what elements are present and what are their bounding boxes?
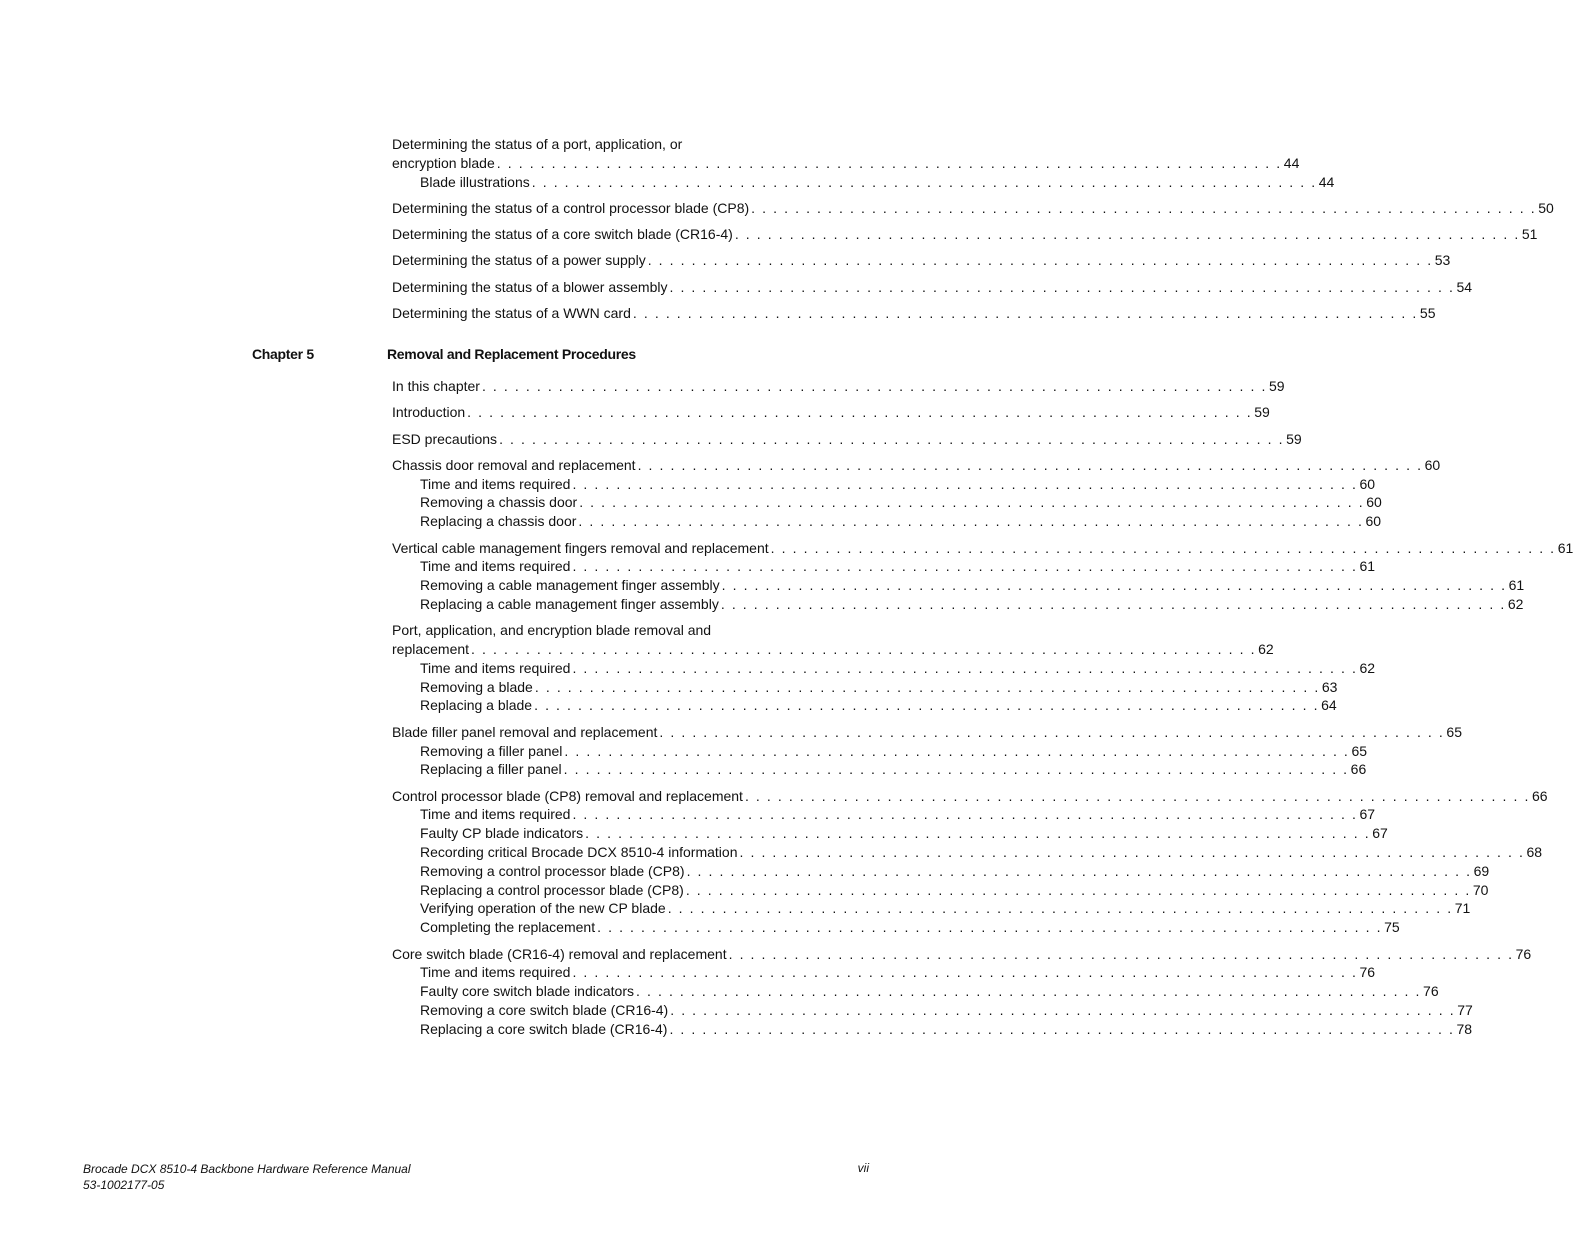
- toc-page-number: 59: [1254, 404, 1270, 421]
- toc-subentry[interactable]: [392, 805, 1376, 824]
- toc-page-number: 44: [1283, 154, 1300, 171]
- dot-leader: . . . . . . . . . . . . . . . . . . . . . . . . . . . . . . . . . . . . . . . . . . . . . . . . . . . . . . . . . . . . . . . . . . . . . . . .: [496, 154, 1282, 171]
- footer-manual-info: [83, 1161, 411, 1193]
- toc-page-number: 66: [1531, 787, 1548, 804]
- toc-page-number: 44: [1318, 173, 1335, 190]
- toc-entry[interactable]: [392, 199, 1554, 218]
- toc-entry-text: replacement: [392, 641, 470, 658]
- toc-entry-text: Removing a core switch blade (CR16-4): [420, 1001, 669, 1018]
- toc-page-number: 70: [1472, 881, 1489, 898]
- toc-entry-text: Determining the status of a power supply: [392, 252, 646, 269]
- toc-entry-text: Core switch blade (CR16-4) removal and replacement: [392, 945, 727, 962]
- toc-entry[interactable]: [392, 278, 1473, 297]
- toc-entry-text: ESD precautions: [392, 430, 498, 447]
- toc-entry-text: Verifying operation of the new CP blade: [420, 900, 666, 917]
- dot-leader: . . . . . . . . . . . . . . . . . . . . . . . . . . . . . . . . . . . . . . . . . . . . . . . . . . . . . . . . . . . . . . . . . . . . . . . .: [751, 199, 1537, 216]
- dot-leader: . . . . . . . . . . . . . . . . . . . . . . . . . . . . . . . . . . . . . . . . . . . . . . . . . . . . . . . . . . . . . . . . . . . . . . . .: [686, 862, 1472, 879]
- dot-leader: . . . . . . . . . . . . . . . . . . . . . . . . . . . . . . . . . . . . . . . . . . . . . . . . . . . . . . . . . . . . . . . . . . . . . . . .: [669, 278, 1455, 295]
- toc-entry-text: In this chapter: [392, 378, 480, 394]
- toc-entry-text: encryption blade: [392, 154, 495, 171]
- toc-subentry[interactable]: [392, 824, 1388, 843]
- toc-entry-text: Faulty core switch blade indicators: [420, 983, 634, 1000]
- toc-entry-text: Removing a chassis door: [420, 494, 578, 511]
- dot-leader: . . . . . . . . . . . . . . . . . . . . . . . . . . . . . . . . . . . . . . . . . . . . . . . . . . . . . . . . . . . . . . . . . . . . . . . .: [579, 494, 1365, 511]
- dot-leader: . . . . . . . . . . . . . . . . . . . . . . . . . . . . . . . . . . . . . . . . . . . . . . . . . . . . . . . . . . . . . . . . . . . . . . . .: [770, 539, 1556, 556]
- dot-leader: . . . . . . . . . . . . . . . . . . . . . . . . . . . . . . . . . . . . . . . . . . . . . . . . . . . . . . . . . . . . . . . . . . . . . . . .: [637, 456, 1423, 473]
- toc-page-number: 68: [1526, 844, 1543, 861]
- toc-entry-text: Introduction: [392, 404, 466, 421]
- toc-entry-text: Determining the status of a blower assembly: [392, 278, 668, 295]
- toc-entry[interactable]: [392, 621, 1274, 659]
- toc-page-number: 76: [1359, 964, 1376, 981]
- toc-entry[interactable]: [392, 377, 1285, 396]
- toc-subentry[interactable]: [392, 595, 1524, 614]
- dot-leader: . . . . . . . . . . . . . . . . . . . . . . . . . . . . . . . . . . . . . . . . . . . . . . . . . . . . . . . . . . . . . . . . . . . . . . . .: [744, 787, 1530, 804]
- toc-page-number: 62: [1258, 641, 1274, 658]
- footer-page-number: vii: [857, 1161, 869, 1175]
- footer-doc-number: 53-1002177-05: [83, 1178, 165, 1192]
- toc-entry-text: Removing a blade: [420, 678, 533, 695]
- toc-entry-text: Blade illustrations: [420, 173, 530, 190]
- toc-page-number: 61: [1557, 539, 1573, 556]
- dot-leader: . . . . . . . . . . . . . . . . . . . . . . . . . . . . . . . . . . . . . . . . . . . . . . . . . . . . . . . . . . . . . . . . . . . . . . . .: [670, 1001, 1456, 1018]
- dot-leader: . . . . . . . . . . . . . . . . . . . . . . . . . . . . . . . . . . . . . . . . . . . . . . . . . . . . . . . . . . . . . . . . . . . . . . . .: [636, 983, 1422, 1000]
- dot-leader: . . . . . . . . . . . . . . . . . . . . . . . . . . . . . . . . . . . . . . . . . . . . . . . . . . . . . . . . . . . . . . . . . . . . . . . .: [481, 378, 1267, 394]
- chapter-title: Removal and Replacement Procedures: [387, 346, 636, 362]
- toc-page-number: 65: [1351, 742, 1368, 759]
- toc-page-number: 60: [1359, 475, 1376, 492]
- dot-leader: . . . . . . . . . . . . . . . . . . . . . . . . . . . . . . . . . . . . . . . . . . . . . . . . . . . . . . . . . . . . . . . . . . . . . . . .: [585, 825, 1371, 842]
- toc-subentry[interactable]: [392, 173, 1335, 192]
- toc-entry-text: Completing the replacement: [420, 919, 596, 936]
- toc-entry-text: Replacing a cable management finger assembly: [420, 595, 719, 612]
- dot-leader: . . . . . . . . . . . . . . . . . . . . . . . . . . . . . . . . . . . . . . . . . . . . . . . . . . . . . . . . . . . . . . . . . . . . . . . .: [499, 430, 1285, 447]
- toc-subentry[interactable]: [392, 843, 1543, 862]
- toc-entry-text: Chassis door removal and replacement: [392, 456, 636, 473]
- toc-entry-text: Recording critical Brocade DCX 8510-4 information: [420, 844, 738, 861]
- toc-entry-text: Removing a filler panel: [420, 742, 563, 759]
- toc-section-status: [392, 135, 1554, 323]
- toc-subentry[interactable]: [392, 475, 1376, 494]
- toc-page-number: 55: [1419, 305, 1436, 322]
- dot-leader: . . . . . . . . . . . . . . . . . . . . . . . . . . . . . . . . . . . . . . . . . . . . . . . . . . . . . . . . . . . . . . . . . . . . . . . .: [572, 475, 1358, 492]
- toc-entry-text: Time and items required: [420, 964, 571, 981]
- dot-leader: . . . . . . . . . . . . . . . . . . . . . . . . . . . . . . . . . . . . . . . . . . . . . . . . . . . . . . . . . . . . . . . . . . . . . . . .: [531, 173, 1317, 190]
- toc-subentry[interactable]: [392, 760, 1367, 779]
- toc-entry[interactable]: [392, 304, 1436, 323]
- toc-subentry[interactable]: [392, 963, 1376, 982]
- dot-leader: . . . . . . . . . . . . . . . . . . . . . . . . . . . . . . . . . . . . . . . . . . . . . . . . . . . . . . . . . . . . . . . . . . . . . . . .: [685, 881, 1471, 898]
- toc-page-number: 76: [1515, 945, 1532, 962]
- dot-leader: . . . . . . . . . . . . . . . . . . . . . . . . . . . . . . . . . . . . . . . . . . . . . . . . . . . . . . . . . . . . . . . . . . . . . . . .: [564, 742, 1350, 759]
- toc-page-number: 54: [1456, 278, 1473, 295]
- toc-entry[interactable]: [392, 723, 1462, 742]
- toc-entry-text: Faulty CP blade indicators: [420, 825, 584, 842]
- toc-entry-text: Time and items required: [420, 659, 571, 676]
- toc-page-number: 60: [1366, 494, 1382, 511]
- dot-leader: . . . . . . . . . . . . . . . . . . . . . . . . . . . . . . . . . . . . . . . . . . . . . . . . . . . . . . . . . . . . . . . . . . . . . . . .: [563, 761, 1349, 778]
- toc-subentry[interactable]: [392, 512, 1382, 531]
- toc-page-number: 67: [1372, 825, 1388, 842]
- toc-entry[interactable]: [392, 787, 1548, 806]
- toc-page-number: 50: [1538, 199, 1554, 216]
- toc-entry-text: Removing a cable management finger assembly: [420, 577, 720, 594]
- toc-entry[interactable]: [392, 135, 1300, 173]
- dot-leader: . . . . . . . . . . . . . . . . . . . . . . . . . . . . . . . . . . . . . . . . . . . . . . . . . . . . . . . . . . . . . . . . . . . . . . . .: [534, 697, 1320, 714]
- toc-entry-text: Replacing a blade: [420, 697, 533, 714]
- toc-entry-text: Vertical cable management fingers removal and replacement: [392, 539, 769, 556]
- toc-page-number: 62: [1507, 595, 1524, 612]
- toc-subentry[interactable]: [392, 1020, 1473, 1039]
- dot-leader: . . . . . . . . . . . . . . . . . . . . . . . . . . . . . . . . . . . . . . . . . . . . . . . . . . . . . . . . . . . . . . . . . . . . . . . .: [720, 595, 1506, 612]
- toc-section-chapter5: [392, 377, 1573, 1039]
- toc-entry-text: Time and items required: [420, 475, 571, 492]
- toc-entry[interactable]: [392, 430, 1302, 449]
- toc-page-number: 60: [1365, 513, 1382, 530]
- dot-leader: . . . . . . . . . . . . . . . . . . . . . . . . . . . . . . . . . . . . . . . . . . . . . . . . . . . . . . . . . . . . . . . . . . . . . . . .: [667, 900, 1453, 917]
- dot-leader: . . . . . . . . . . . . . . . . . . . . . . . . . . . . . . . . . . . . . . . . . . . . . . . . . . . . . . . . . . . . . . . . . . . . . . . .: [471, 641, 1257, 658]
- dot-leader: . . . . . . . . . . . . . . . . . . . . . . . . . . . . . . . . . . . . . . . . . . . . . . . . . . . . . . . . . . . . . . . . . . . . . . . .: [572, 806, 1358, 823]
- toc-entry[interactable]: [392, 456, 1441, 475]
- toc-entry-text: Replacing a control processor blade (CP8): [420, 881, 684, 898]
- dot-leader: . . . . . . . . . . . . . . . . . . . . . . . . . . . . . . . . . . . . . . . . . . . . . . . . . . . . . . . . . . . . . . . . . . . . . . . .: [647, 252, 1433, 269]
- toc-subentry[interactable]: [392, 881, 1489, 900]
- toc-subentry[interactable]: [392, 696, 1337, 715]
- dot-leader: . . . . . . . . . . . . . . . . . . . . . . . . . . . . . . . . . . . . . . . . . . . . . . . . . . . . . . . . . . . . . . . . . . . . . . . .: [669, 1020, 1455, 1037]
- dot-leader: . . . . . . . . . . . . . . . . . . . . . . . . . . . . . . . . . . . . . . . . . . . . . . . . . . . . . . . . . . . . . . . . . . . . . . . .: [572, 659, 1358, 676]
- toc-page-number: 78: [1456, 1020, 1473, 1037]
- dot-leader: . . . . . . . . . . . . . . . . . . . . . . . . . . . . . . . . . . . . . . . . . . . . . . . . . . . . . . . . . . . . . . . . . . . . . . . .: [597, 919, 1383, 936]
- toc-page-number: 60: [1424, 456, 1441, 473]
- toc-subentry[interactable]: [392, 862, 1490, 881]
- dot-leader: . . . . . . . . . . . . . . . . . . . . . . . . . . . . . . . . . . . . . . . . . . . . . . . . . . . . . . . . . . . . . . . . . . . . . . . .: [632, 305, 1418, 322]
- dot-leader: . . . . . . . . . . . . . . . . . . . . . . . . . . . . . . . . . . . . . . . . . . . . . . . . . . . . . . . . . . . . . . . . . . . . . . . .: [734, 226, 1520, 243]
- toc-page-number: 61: [1508, 577, 1525, 594]
- toc-page-number: 63: [1321, 678, 1338, 695]
- toc-entry[interactable]: [392, 251, 1451, 270]
- toc-subentry[interactable]: [392, 659, 1376, 678]
- toc-subentry[interactable]: [392, 576, 1525, 595]
- toc-page-number: 71: [1454, 900, 1471, 917]
- toc-subentry[interactable]: [392, 493, 1382, 512]
- toc-page-number: 61: [1359, 558, 1376, 575]
- toc-subentry[interactable]: [392, 982, 1439, 1001]
- toc-entry[interactable]: [392, 539, 1573, 558]
- toc-page-number: 59: [1286, 430, 1302, 447]
- toc-page-number: 62: [1359, 659, 1376, 676]
- toc-page-number: 76: [1423, 983, 1439, 1000]
- toc-subentry[interactable]: [392, 678, 1338, 697]
- toc-subentry[interactable]: [392, 918, 1400, 937]
- toc-page-number: 65: [1446, 723, 1462, 740]
- toc-page-number: 51: [1521, 226, 1538, 243]
- toc-subentry[interactable]: [392, 1001, 1473, 1020]
- footer-manual-title: Brocade DCX 8510-4 Backbone Hardware Reference Manual: [83, 1162, 411, 1176]
- toc-entry-text: Blade filler panel removal and replacement: [392, 723, 658, 740]
- toc-page-number: 75: [1384, 919, 1400, 936]
- toc-page-number: 77: [1457, 1001, 1473, 1018]
- dot-leader: . . . . . . . . . . . . . . . . . . . . . . . . . . . . . . . . . . . . . . . . . . . . . . . . . . . . . . . . . . . . . . . . . . . . . . . .: [728, 945, 1514, 962]
- toc-entry-text: Time and items required: [420, 806, 571, 823]
- toc-entry-text: Determining the status of a core switch blade (CR16-4): [392, 226, 733, 243]
- toc-subentry[interactable]: [392, 557, 1376, 576]
- toc-entry-text: Time and items required: [420, 558, 571, 575]
- toc-entry[interactable]: [392, 945, 1532, 964]
- toc-entry-text: Removing a control processor blade (CP8): [420, 862, 685, 879]
- dot-leader: . . . . . . . . . . . . . . . . . . . . . . . . . . . . . . . . . . . . . . . . . . . . . . . . . . . . . . . . . . . . . . . . . . . . . . . .: [467, 404, 1253, 421]
- dot-leader: . . . . . . . . . . . . . . . . . . . . . . . . . . . . . . . . . . . . . . . . . . . . . . . . . . . . . . . . . . . . . . . . . . . . . . . .: [659, 723, 1445, 740]
- toc-entry-text: Determining the status of a control processor blade (CP8): [392, 199, 750, 216]
- dot-leader: . . . . . . . . . . . . . . . . . . . . . . . . . . . . . . . . . . . . . . . . . . . . . . . . . . . . . . . . . . . . . . . . . . . . . . . .: [721, 577, 1507, 594]
- dot-leader: . . . . . . . . . . . . . . . . . . . . . . . . . . . . . . . . . . . . . . . . . . . . . . . . . . . . . . . . . . . . . . . . . . . . . . . .: [572, 964, 1358, 981]
- toc-entry-text: Replacing a core switch blade (CR16-4): [420, 1020, 668, 1037]
- toc-entry-text: Replacing a chassis door: [420, 513, 577, 530]
- dot-leader: . . . . . . . . . . . . . . . . . . . . . . . . . . . . . . . . . . . . . . . . . . . . . . . . . . . . . . . . . . . . . . . . . . . . . . . .: [572, 558, 1358, 575]
- toc-page-number: 69: [1473, 862, 1490, 879]
- toc-page-number: 64: [1321, 697, 1337, 714]
- chapter-label: Chapter 5: [252, 346, 314, 362]
- toc-entry-text: Replacing a filler panel: [420, 761, 562, 778]
- toc-entry[interactable]: [392, 225, 1538, 244]
- toc-entry[interactable]: [392, 403, 1270, 422]
- toc-page-number: 67: [1359, 806, 1376, 823]
- toc-entry-text: Determining the status of a WWN card: [392, 305, 631, 322]
- dot-leader: . . . . . . . . . . . . . . . . . . . . . . . . . . . . . . . . . . . . . . . . . . . . . . . . . . . . . . . . . . . . . . . . . . . . . . . .: [578, 513, 1364, 530]
- toc-page-number: 53: [1434, 252, 1451, 269]
- toc-subentry[interactable]: [392, 742, 1368, 761]
- dot-leader: . . . . . . . . . . . . . . . . . . . . . . . . . . . . . . . . . . . . . . . . . . . . . . . . . . . . . . . . . . . . . . . . . . . . . . . .: [534, 678, 1320, 695]
- toc-page-number: 59: [1268, 378, 1285, 394]
- toc-entry-text-line1: Port, application, and encryption blade removal and: [392, 622, 712, 639]
- toc-entry-text: Control processor blade (CP8) removal and replacement: [392, 787, 743, 804]
- toc-entry-text-line1: Determining the status of a port, application, or: [392, 136, 683, 152]
- dot-leader: . . . . . . . . . . . . . . . . . . . . . . . . . . . . . . . . . . . . . . . . . . . . . . . . . . . . . . . . . . . . . . . . . . . . . . . .: [739, 844, 1525, 861]
- toc-subentry[interactable]: [392, 899, 1471, 918]
- toc-page-number: 66: [1350, 761, 1367, 778]
